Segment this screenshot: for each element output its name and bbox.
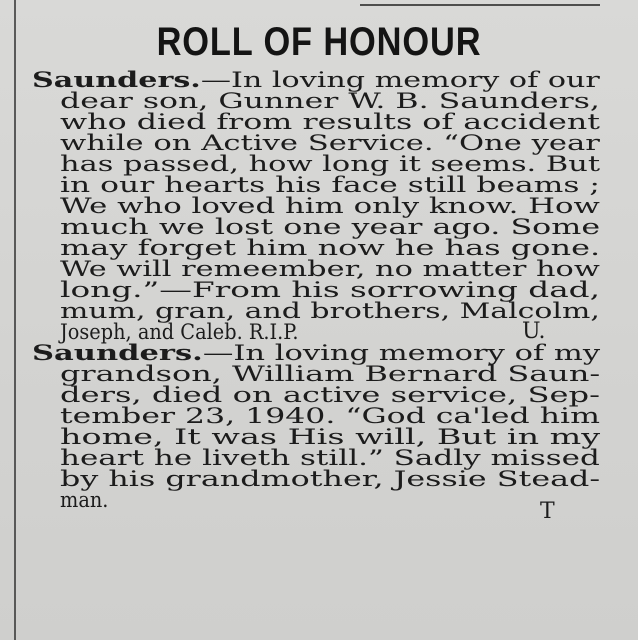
notice-1-line: has passed, how long it seems. But xyxy=(60,152,601,176)
notice-1-mark: U. xyxy=(522,319,546,344)
notice-2-line: man. xyxy=(60,488,109,512)
notice-1-line: who died from results of accident xyxy=(60,110,601,134)
notice-1-line: may forget him now he has gone. xyxy=(60,236,601,260)
notice-1-line: long.”—From his sorrowing dad, xyxy=(60,278,601,302)
notice-2-line: ders, died on active service, Sep- xyxy=(60,383,601,407)
top-rule xyxy=(360,4,600,6)
notice-1-line: while on Active Service. “One year xyxy=(60,131,600,155)
notice-2-line: heart he liveth still.” Sadly missed xyxy=(60,446,600,470)
notice-1-line: much we lost one year ago. Some xyxy=(60,215,601,239)
notice-2-line: home, It was His will, But in my xyxy=(60,425,601,449)
notice-2-line: Saunders.—In loving memory of my xyxy=(32,340,601,365)
notice-1-line: Saunders.—In loving memory of our xyxy=(32,67,600,92)
notice-2-line: grandson, William Bernard Saun- xyxy=(60,362,601,386)
notice-1-line: mum, gran, and brothers, Malcolm, xyxy=(60,299,600,323)
notice-1-line: dear son, Gunner W. B. Saunders, xyxy=(60,89,600,113)
notice-1-line: We who loved him only know. How xyxy=(60,194,600,218)
headline: ROLL OF HONOUR xyxy=(156,20,482,64)
notice-2-line: tember 23, 1940. “God ca'led him xyxy=(60,404,600,428)
notice-2-mark: T xyxy=(540,499,555,524)
notice-1-line: We will remeember, no matter how xyxy=(60,257,600,281)
notice-1-line: in our hearts his face still beams ; xyxy=(60,173,600,197)
notice-1-line: Joseph, and Caleb. R.I.P. xyxy=(60,320,299,344)
notice-2-line: by his grandmother, Jessie Stead- xyxy=(60,467,601,491)
